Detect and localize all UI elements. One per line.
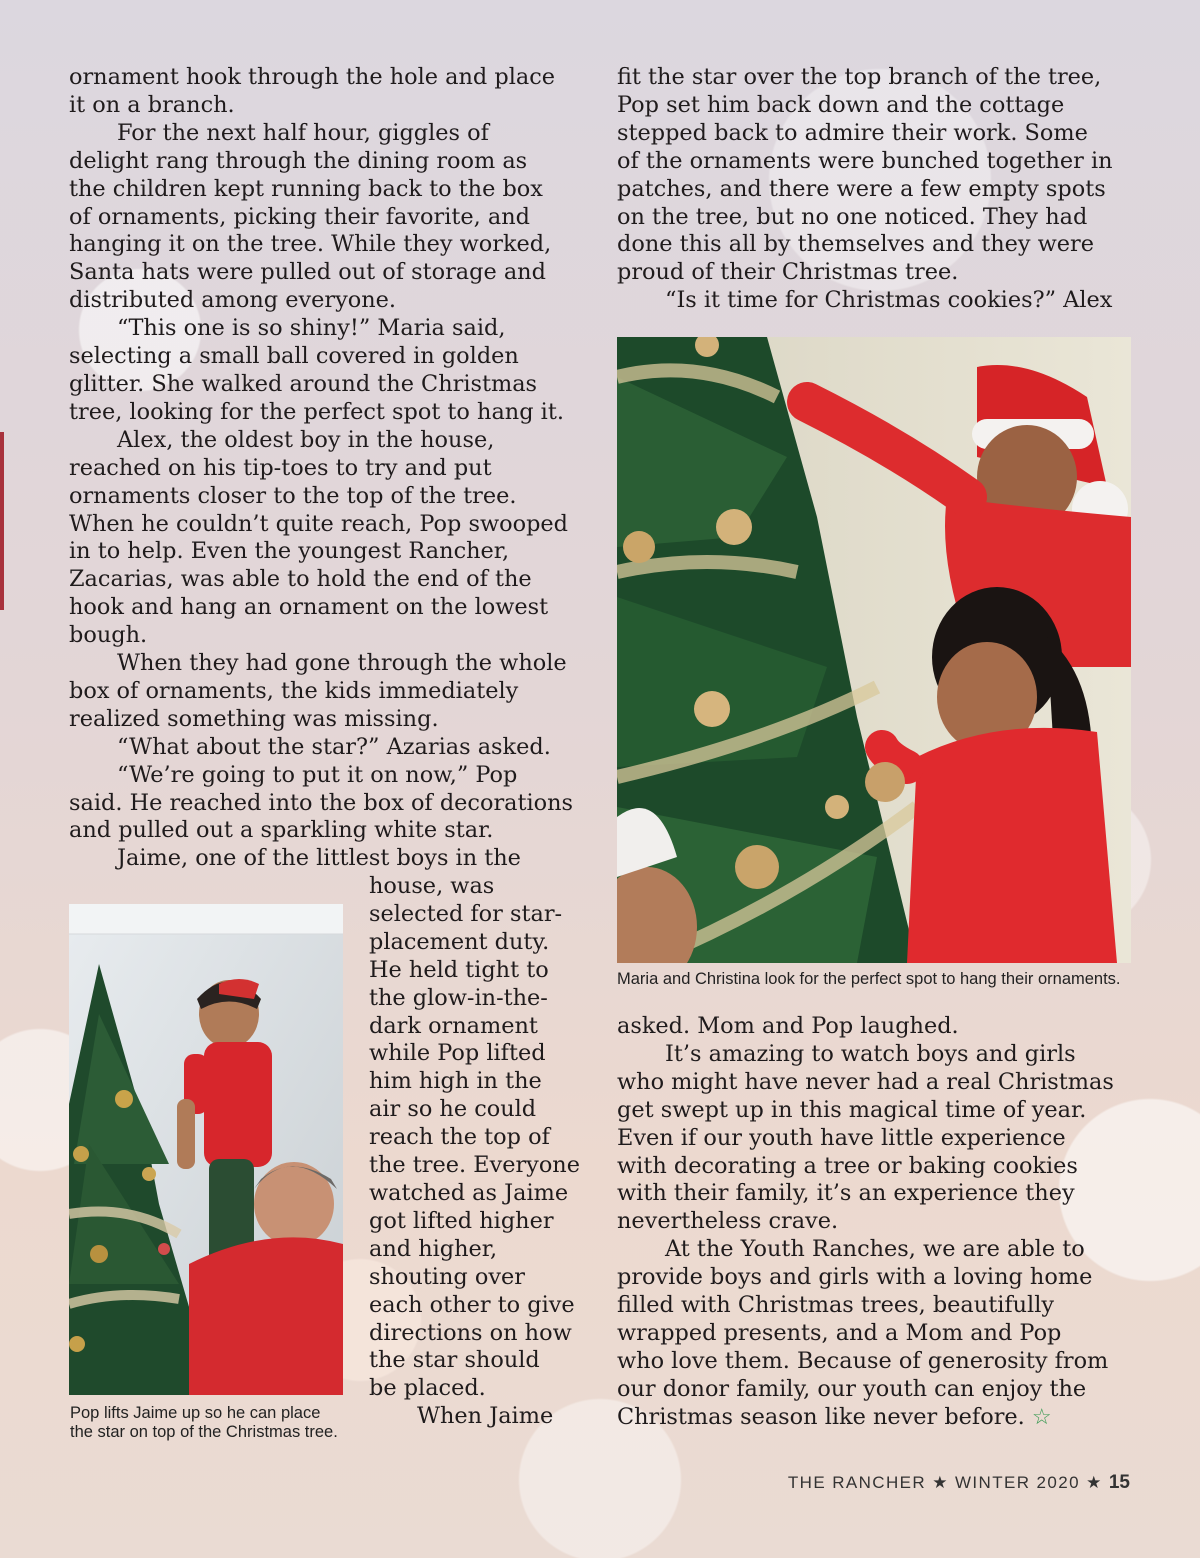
text-line: done this all by themselves and they were xyxy=(617,231,1095,258)
text-line: hook and hang an ornament on the lowest xyxy=(69,594,549,621)
text-line: It’s amazing to watch boys and girls xyxy=(665,1040,1076,1067)
text-line: house, was xyxy=(369,873,495,899)
text-line: For the next half hour, giggles of xyxy=(117,119,489,146)
text-line: shouting over xyxy=(369,1263,525,1290)
left-column-text xyxy=(69,64,573,873)
text-line: dark ornament xyxy=(369,1012,538,1039)
text-line: directions on how xyxy=(369,1319,572,1346)
caption-right-photo: Maria and Christina look for the perfect spot to hang their ornaments. xyxy=(617,970,1121,988)
text-line: the tree. Everyone xyxy=(369,1152,580,1179)
text-line: who love them. Because of generosity from xyxy=(617,1347,1109,1374)
footer-star-icon: ★ xyxy=(1086,1473,1103,1492)
text-line: “This one is so shiny!” Maria said, xyxy=(117,315,506,342)
text-line: ornament hook through the hole and place xyxy=(69,64,556,90)
end-star-icon: ☆ xyxy=(1031,1404,1052,1430)
text-line: placement duty. xyxy=(369,928,550,955)
text-line: each other to give xyxy=(369,1291,575,1318)
text-line: Even if our youth have little experience xyxy=(617,1124,1066,1151)
text-line: while Pop lifted xyxy=(369,1040,546,1067)
left-column-wrap-text xyxy=(369,873,580,1431)
text-line: When Jaime xyxy=(417,1403,554,1430)
text-line: selected for star- xyxy=(369,900,563,927)
page-footer xyxy=(788,1472,1130,1494)
text-line: of ornaments, picking their favorite, and xyxy=(69,203,530,230)
photo-maria-christina xyxy=(617,337,1131,963)
text-line: and pulled out a sparkling white star. xyxy=(69,817,494,844)
text-line: asked. Mom and Pop laughed. xyxy=(617,1013,959,1039)
text-line: wrapped presents, and a Mom and Pop xyxy=(617,1319,1062,1346)
page-number: 15 xyxy=(1108,1472,1130,1493)
text-line: realized something was missing. xyxy=(69,705,439,732)
text-line: our donor family, our youth can enjoy the xyxy=(617,1375,1087,1402)
text-line: the glow-in-the- xyxy=(369,984,548,1011)
footer-star-icon: ★ xyxy=(932,1473,949,1492)
text-line: hanging it on the tree. While they worked, xyxy=(69,231,552,258)
text-line: Zacarias, was able to hold the end of the xyxy=(69,566,532,593)
text-line: ornaments closer to the top of the tree. xyxy=(69,482,517,509)
photo-pop-lifts-jaime-image xyxy=(69,904,343,1395)
text-line: be placed. xyxy=(369,1375,486,1402)
text-line: provide boys and girls with a loving home xyxy=(617,1264,1093,1291)
text-line: “Is it time for Christmas cookies?” Alex xyxy=(665,287,1113,314)
footer-publication: THE RANCHER xyxy=(787,1473,927,1492)
text-line: the children kept running back to the box xyxy=(69,175,543,202)
text-line: box of ornaments, the kids immediately xyxy=(69,677,519,704)
text-line: patches, and there were a few empty spots xyxy=(617,175,1106,202)
text-line: it on a branch. xyxy=(69,91,235,118)
text-line: in to help. Even the youngest Rancher, xyxy=(69,538,510,565)
text-line: When he couldn’t quite reach, Pop swooped xyxy=(69,510,569,537)
text-line: him high in the xyxy=(369,1068,542,1095)
text-line: He held tight to xyxy=(369,956,549,983)
right-column-text-bottom xyxy=(617,1013,1114,1432)
text-line: who might have never had a real Christmas xyxy=(617,1068,1114,1095)
text-line: with decorating a tree or baking cookies xyxy=(617,1152,1078,1179)
text-line: glitter. She walked around the Christmas xyxy=(69,370,538,397)
right-column-text-top xyxy=(617,64,1113,315)
text-line: of the ornaments were bunched together in xyxy=(617,147,1113,174)
caption-left-line1: Pop lifts Jaime up so he can place xyxy=(70,1404,321,1422)
text-line: Santa hats were pulled out of storage and xyxy=(69,259,546,286)
text-line: Christmas season like never before. xyxy=(617,1403,1025,1430)
photo-maria-christina-image xyxy=(617,337,1131,963)
text-line: filled with Christmas trees, beautifully xyxy=(617,1292,1055,1319)
text-line: air so he could xyxy=(369,1096,537,1123)
text-line: got lifted higher xyxy=(369,1207,554,1234)
caption-left-line2: the star on top of the Christmas tree. xyxy=(70,1423,338,1441)
text-line: reach the top of xyxy=(369,1124,550,1151)
text-line: on the tree, but no one noticed. They had xyxy=(617,203,1088,230)
text-line: fit the star over the top branch of the tree, xyxy=(617,64,1102,90)
text-line: At the Youth Ranches, we are able to xyxy=(665,1236,1085,1263)
text-line: the star should xyxy=(369,1347,540,1374)
footer-issue: WINTER 2020 xyxy=(954,1473,1080,1492)
text-line: Pop set him back down and the cottage xyxy=(617,91,1065,118)
text-line: get swept up in this magical time of year. xyxy=(617,1096,1087,1123)
text-line: selecting a small ball covered in golden xyxy=(69,343,519,370)
text-line: with their family, it’s an experience they xyxy=(617,1180,1075,1207)
text-line: proud of their Christmas tree. xyxy=(617,259,959,286)
text-line: Jaime, one of the littlest boys in the xyxy=(117,845,521,872)
photo-pop-lifts-jaime xyxy=(69,904,343,1395)
text-line: delight rang through the dining room as xyxy=(69,147,528,174)
text-line: When they had gone through the whole xyxy=(117,650,567,677)
end-star-wrapper xyxy=(1025,1404,1052,1430)
text-line: “What about the star?” Azarias asked. xyxy=(117,733,551,760)
text-line: reached on his tip-toes to try and put xyxy=(69,454,492,481)
page-edge-tab xyxy=(0,432,4,610)
text-line: stepped back to admire their work. Some xyxy=(617,119,1088,146)
text-line: “We’re going to put it on now,” Pop xyxy=(117,761,518,788)
text-line: said. He reached into the box of decorations xyxy=(69,789,574,816)
text-line: distributed among everyone. xyxy=(69,287,397,314)
text-line: bough. xyxy=(69,622,148,649)
text-line: nevertheless crave. xyxy=(617,1208,839,1235)
text-line: and higher, xyxy=(369,1235,498,1262)
text-line: tree, looking for the perfect spot to hang it. xyxy=(69,398,564,425)
text-line: watched as Jaime xyxy=(369,1179,569,1206)
text-line: Alex, the oldest boy in the house, xyxy=(117,426,495,453)
